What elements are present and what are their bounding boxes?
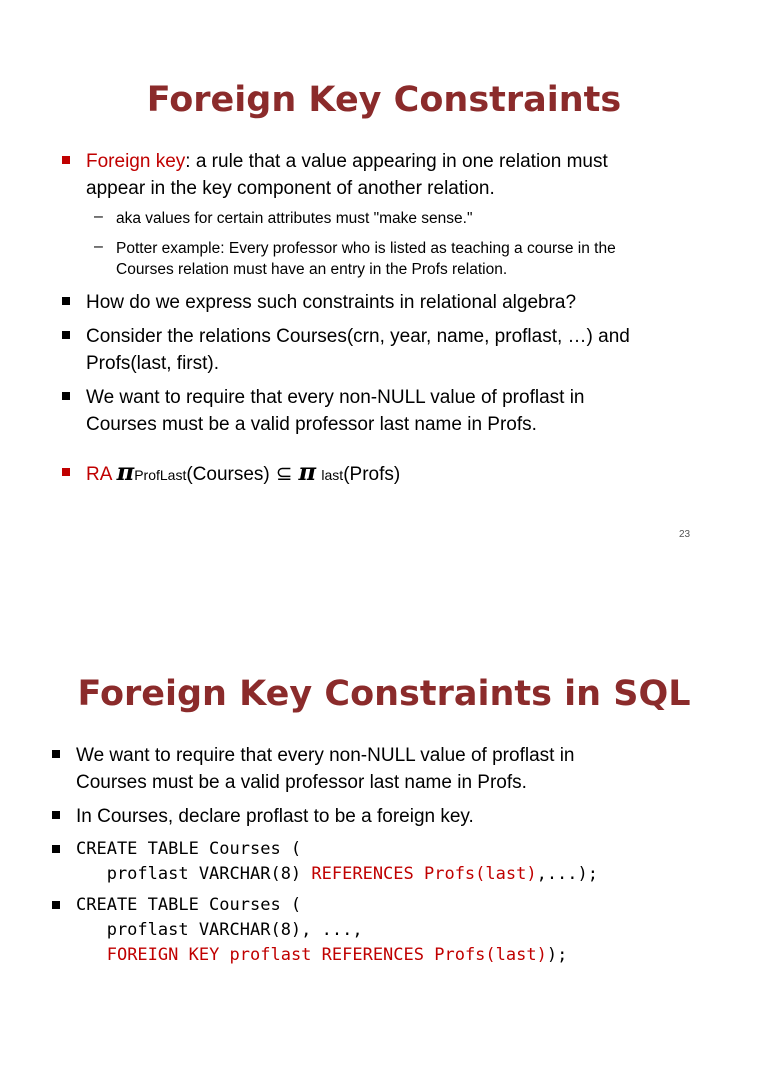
- bullet-consider-relations: Consider the relations Courses(crn, year, name, proflast, …) and Profs(last, first).: [86, 326, 630, 374]
- subset-symbol: ⊆: [275, 463, 293, 485]
- sub-bullet-potter-example: Potter example: Every professor who is listed as teaching a course in the Courses relation must have an entry in the Profs relation.: [116, 240, 616, 278]
- slide-foreign-key-constraints: [0, 0, 768, 540]
- bullet-marker: [62, 392, 70, 400]
- bullet-marker: [52, 845, 60, 853]
- projection-symbol: π: [116, 457, 135, 486]
- code-block-foreign-key: CREATE TABLE Courses ( proflast VARCHAR(8), ..., FOREIGN KEY proflast REFERENCES Profs(last));: [76, 895, 568, 965]
- dash-marker: –: [94, 238, 103, 255]
- dash-marker: –: [94, 208, 103, 225]
- bullet-declare-foreign-key: In Courses, declare proflast to be a foreign key.: [76, 806, 474, 827]
- bullet-marker: [52, 750, 60, 758]
- bullet-marker: [62, 331, 70, 339]
- bullet-require-proflast: We want to require that every non-NULL value of proflast in Courses must be a valid professor last name in Profs.: [76, 745, 575, 793]
- bullet-express-constraints: How do we express such constraints in relational algebra?: [86, 292, 577, 313]
- slide-title: Foreign Key Constraints: [146, 80, 622, 120]
- page-number: 23: [679, 529, 691, 540]
- sub-bullet-make-sense: aka values for certain attributes must "make sense.": [116, 210, 473, 227]
- bullet-marker: [62, 297, 70, 305]
- term-foreign-key: Foreign key: [86, 151, 186, 172]
- projection-symbol: π: [298, 457, 317, 486]
- references-clause: REFERENCES Profs(last): [311, 864, 537, 884]
- slide-foreign-key-constraints-sql: [0, 576, 768, 1088]
- bullet-relational-algebra: RA πProfLast(Courses) ⊆ π last(Profs): [86, 457, 401, 486]
- ra-label: RA: [86, 464, 112, 485]
- slide-title: Foreign Key Constraints in SQL: [77, 674, 691, 714]
- foreign-key-clause: FOREIGN KEY proflast REFERENCES Profs(last): [106, 945, 547, 965]
- bullet-marker: [52, 811, 60, 819]
- bullet-foreign-key-definition: Foreign key: a rule that a value appearing in one relation must appear in the key component of another relation.: [86, 151, 608, 199]
- bullet-require-proflast: We want to require that every non-NULL value of proflast in Courses must be a valid professor last name in Profs.: [86, 387, 585, 435]
- bullet-marker: [62, 468, 70, 476]
- bullet-marker: [52, 901, 60, 909]
- code-block-references: CREATE TABLE Courses ( proflast VARCHAR(8) REFERENCES Profs(last),...);: [76, 839, 598, 884]
- bullet-marker: [62, 156, 70, 164]
